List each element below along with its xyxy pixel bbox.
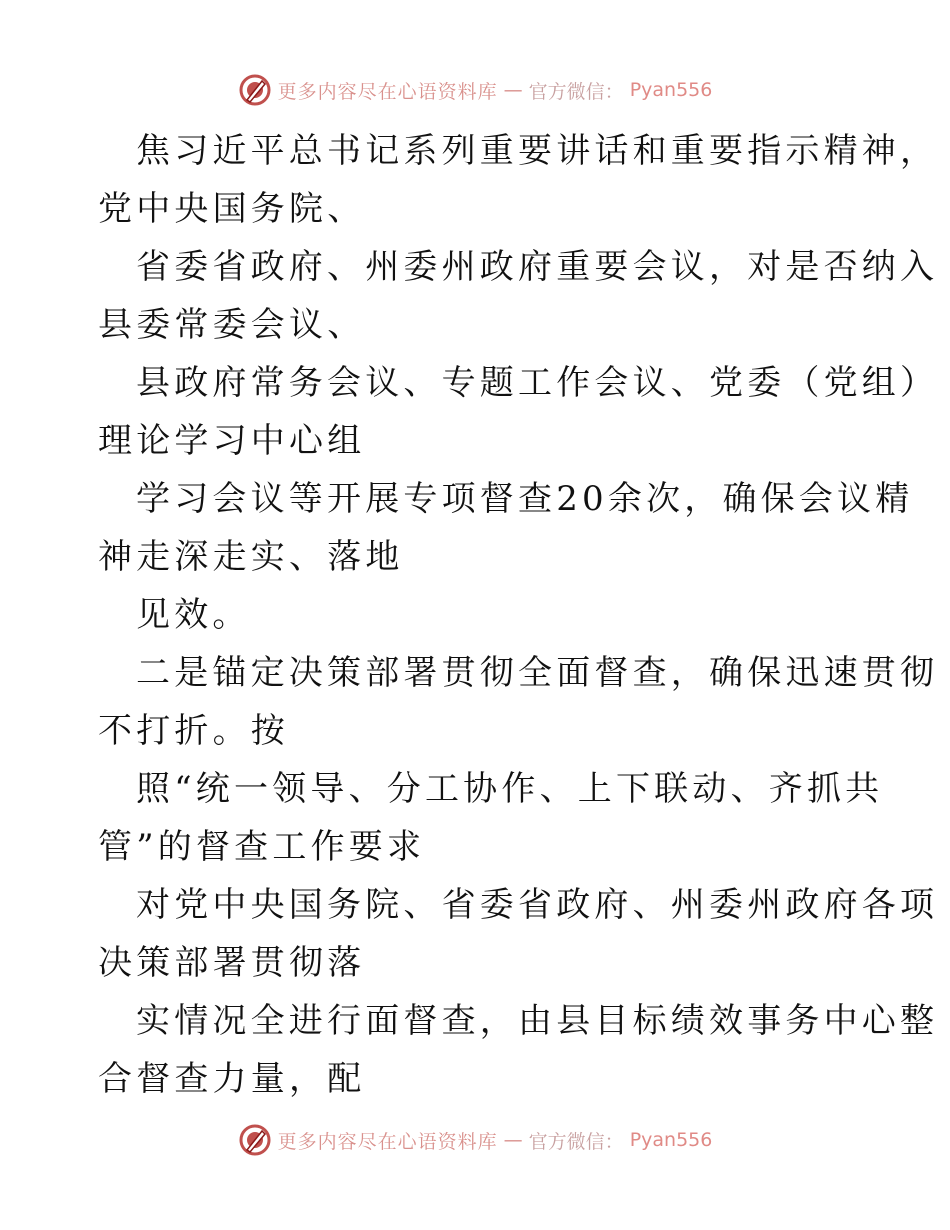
watermark-dash: — [503,1129,523,1151]
text-line-7: 学习会议等开展专项督查20余次，确保会议精 [136,479,914,519]
text-line-8: 神走深走实、落地 [98,537,404,577]
footer-watermark [0,1120,950,1160]
watermark-wechat-id: Pyan556 [629,79,713,101]
watermark-dash: — [503,79,523,101]
text-line-17: 合督查力量，配 [98,1059,366,1099]
watermark-main-text: 更多内容尽在心语资料库 [277,1130,498,1153]
text-line-2: 党中央国务院、 [98,189,366,229]
watermark-main-text: 更多内容尽在心语资料库 [277,80,498,103]
pen-logo-icon [238,73,272,107]
text-line-14: 对党中央国务院、省委省政府、州委州政府各项 [136,885,939,925]
text-line-13: 管”的督查工作要求 [98,827,426,867]
text-line-1: 焦习近平总书记系列重要讲话和重要指示精神， [136,131,939,171]
watermark-wechat-label: 官方微信： [528,1130,624,1153]
header-watermark [0,70,950,110]
text-line-9: 见效。 [136,595,251,635]
text-line-16: 实情况全进行面督查，由县目标绩效事务中心整 [136,1001,939,1041]
text-line-11: 不打折。按 [98,711,289,751]
text-line-6: 理论学习中心组 [98,421,366,461]
text-line-3: 省委省政府、州委州政府重要会议，对是否纳入 [136,247,939,287]
text-line-15: 决策部署贯彻落 [98,943,366,983]
text-line-4: 县委常委会议、 [98,305,366,345]
text-line-12: 照“统一领导、分工协作、上下联动、齐抓共 [136,769,884,809]
watermark-wechat-id: Pyan556 [629,1129,713,1151]
document-body [98,122,939,1108]
text-line-10: 二是锚定决策部署贯彻全面督查，确保迅速贯彻 [136,653,939,693]
watermark-wechat-label: 官方微信： [528,80,624,103]
text-line-5: 县政府常务会议、专题工作会议、党委（党组） [136,363,939,403]
pen-logo-icon [238,1123,272,1157]
